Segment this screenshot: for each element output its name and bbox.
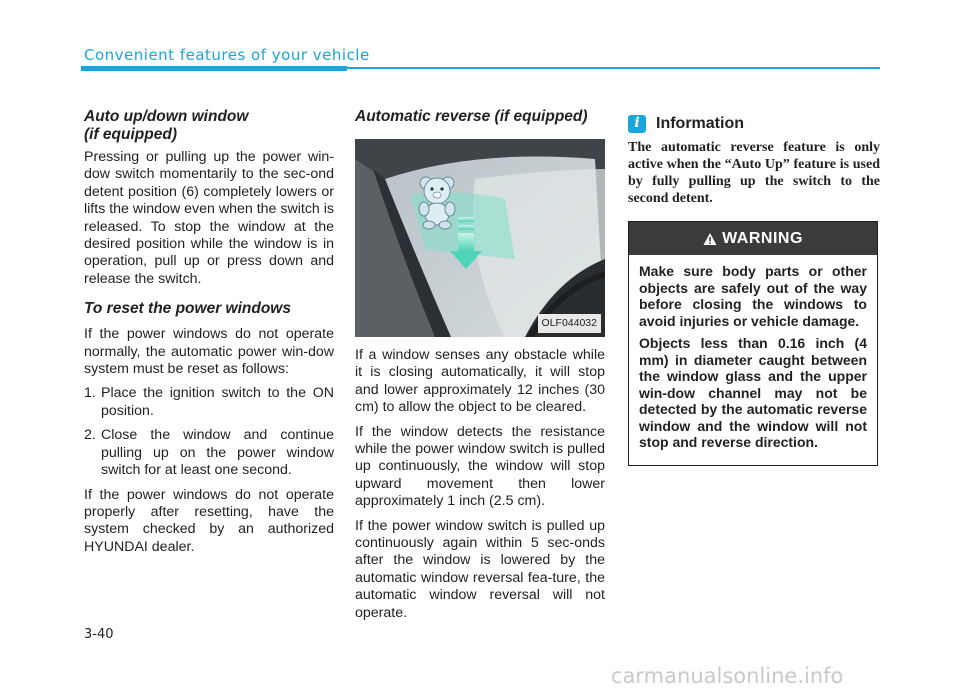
heading-automatic-reverse: Automatic reverse (if equipped) bbox=[355, 108, 588, 125]
step-number: 1. bbox=[84, 385, 96, 402]
step-number: 2. bbox=[84, 427, 96, 444]
step-text: Place the ignition switch to the ON position. bbox=[101, 385, 334, 419]
watermark: carmanualsonline.info bbox=[611, 664, 844, 688]
warning-header bbox=[629, 222, 877, 255]
section-header-title: Convenient features of your vehicle bbox=[84, 46, 370, 64]
paragraph-dealer: If the power windows do not operate properly after resetting, have the system checked by an authorized HYUNDAI dealer. bbox=[84, 486, 334, 555]
information-text: The automatic reverse feature is only active when the “Auto Up” feature is used by fully pulling up the switch to the second detent. bbox=[628, 140, 880, 206]
page-number: 3-40 bbox=[84, 627, 114, 642]
heading-line-2: (if equipped) bbox=[84, 126, 177, 143]
paragraph-auto-up-down: Pressing or pulling up the power win-dow switch momentarily to the sec-ond detent position (6) completely lowers or lifts the window even when the switch is released. To stop the window at the desired position while the window is in operation, pull up or press down and release the switch. bbox=[84, 149, 334, 287]
column-right bbox=[628, 108, 880, 466]
paragraph-resistance: If the window detects the resistance while the power window switch is pulled up continuously, the window will stop upward movement then lower approximately 1 inch (2.5 cm). bbox=[355, 423, 605, 510]
warning-paragraph-1: Make sure body parts or other objects are safely out of the way before closing the windows to avoid injuries or vehicle damage. bbox=[639, 263, 867, 329]
warning-paragraph-2: Objects less than 0.16 inch (4 mm) in diameter caught between the window glass and the upper win-dow channel may not be detected by the automatic reverse window and the window will not stop and reverse direction. bbox=[639, 335, 867, 450]
paragraph-obstacle: If a window senses any obstacle while it is closing automatically, it will stop and lower approximately 12 inches (30 cm) to allow the object to be cleared. bbox=[355, 347, 605, 416]
list-item bbox=[84, 427, 334, 479]
warning-triangle-icon bbox=[703, 232, 717, 246]
header-bar bbox=[81, 66, 347, 71]
column-middle bbox=[355, 108, 605, 629]
heading-reset-windows: To reset the power windows bbox=[84, 300, 291, 318]
header-rule bbox=[347, 67, 880, 69]
information-title: Information bbox=[656, 115, 744, 133]
paragraph-reversal: If the power window switch is pulled up continuously again within 5 sec-onds after the window is lowered by the automatic window reversal fea-ture, the automatic window reversal will not operate. bbox=[355, 517, 605, 621]
info-icon: i bbox=[628, 115, 646, 133]
reset-steps-list bbox=[84, 385, 334, 479]
heading-auto-up-down bbox=[84, 108, 334, 144]
column-left bbox=[84, 108, 334, 563]
window-illustration-svg bbox=[355, 139, 605, 337]
warning-body bbox=[629, 255, 877, 465]
figure-code: OLF044032 bbox=[538, 314, 601, 333]
step-text: Close the window and continue pulling up on the power window switch for at least one second. bbox=[101, 427, 334, 479]
car-window-illustration bbox=[355, 139, 605, 337]
list-item bbox=[84, 385, 334, 420]
heading-line-1: Auto up/down window bbox=[84, 108, 249, 125]
paragraph-reset-intro: If the power windows do not operate normally, the automatic power win-dow system must be reset as follows: bbox=[84, 326, 334, 378]
warning-title: WARNING bbox=[722, 229, 803, 247]
information-heading bbox=[628, 115, 880, 133]
warning-box bbox=[628, 221, 878, 466]
